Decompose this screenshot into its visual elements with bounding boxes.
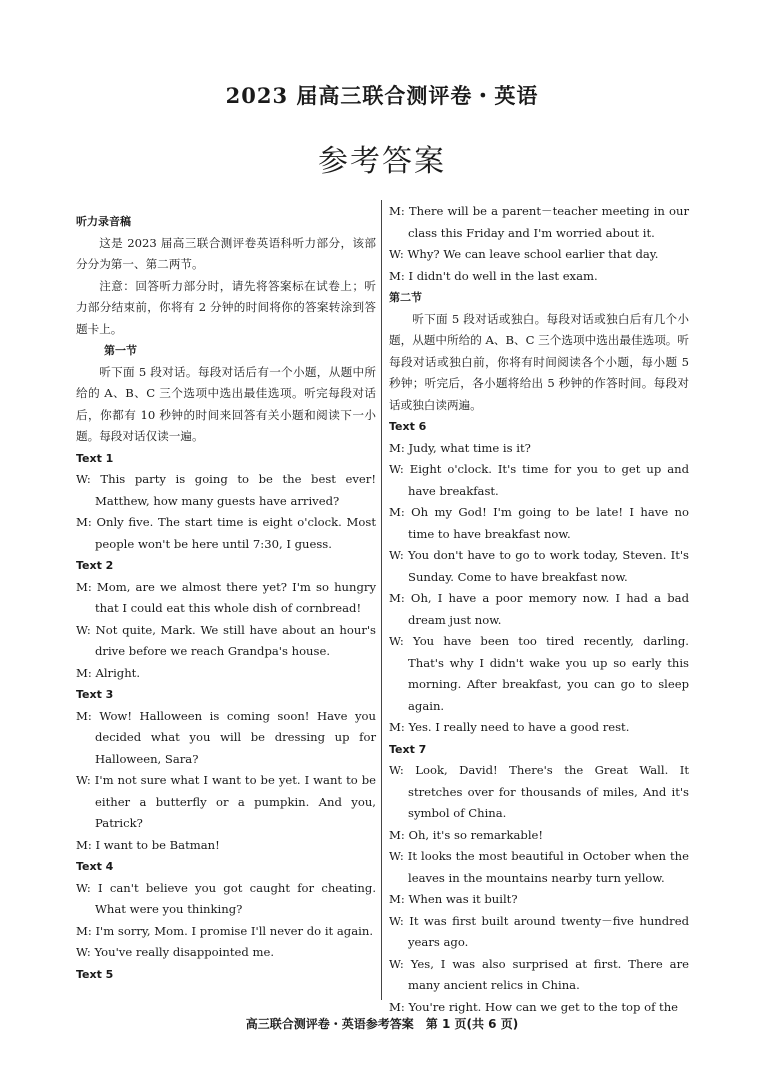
page-subtitle: 参考答案: [318, 144, 446, 179]
dialogue-line: M: There will be a parent－teacher meeting in our class this Friday and I'm worried about it.: [389, 204, 689, 240]
intro-paragraph-2: 注意：回答听力部分时，请先将答案标在试卷上；听力部分结束前，你将有 2 分钟的时间将你的答案转涂到答题卡上。: [76, 278, 376, 336]
text-label: Text 3: [76, 688, 114, 701]
dialogue-line: W: Yes, I was also surprised at first. There are many ancient relics in China.: [389, 956, 689, 992]
dialogue-line: W: Why? We can leave school earlier that day.: [389, 247, 659, 261]
dialogue-line: M: You're right. How can we get to the top of the: [389, 999, 679, 1014]
dialogue-line: W: It was first built around twenty－five hundred years ago.: [389, 913, 689, 949]
part1-instructions: 听下面 5 段对话。每段对话后有一个小题，从题中所给的 A、B、C 三个选项中选出最佳选项。听完每段对话后，你都有 10 秒钟的时间来回答有关小题和阅读下一小题。每段对话仅读一遍。: [76, 364, 376, 443]
text-label: Text 5: [76, 967, 114, 981]
right-column: [389, 201, 689, 1018]
dialogue-line: M: Mom, are we almost there yet? I'm so hungry that I could eat this whole dish of cornbread!: [76, 579, 376, 615]
text-label: Text 2: [76, 559, 114, 572]
part2-instructions: 听下面 5 段对话或独白。每段对话或独白后有几个小题，从题中所给的 A、B、C 三个选项中选出最佳选项。听每段对话或独白前，你将有时间阅读各个小题，每小题 5 秒钟；听完后，各小题将给出 5 秒钟的作答时间。每段对话或独白读两遍。: [389, 311, 689, 412]
page-footer: 高三联合测评卷・英语参考答案 第 1 页(共 6 页): [245, 1017, 519, 1031]
text-label: Text 7: [389, 742, 427, 756]
text-label: Text 6: [389, 420, 427, 433]
dialogue-line: W: Eight o'clock. It's time for you to get up and have breakfast.: [389, 462, 689, 498]
dialogue-line: M: I'm sorry, Mom. I promise I'll never do it again.: [76, 923, 374, 938]
dialogue-line: M: Judy, what time is it?: [389, 440, 531, 455]
dialogue-line: M: Oh my God! I'm going to be late! I have no time to have breakfast now.: [389, 505, 689, 541]
dialogue-line: W: This party is going to be the best ever! Matthew, how many guests have arrived?: [76, 472, 376, 508]
page-title: 2023 届高三联合测评卷・英语: [225, 83, 539, 108]
dialogue-line: M: Alright.: [76, 665, 141, 680]
section-heading: 听力录音稿: [76, 215, 131, 228]
dialogue-line: M: Only five. The start time is eight o'clock. Most people won't be here until 7:30, I guess.: [76, 515, 376, 551]
dialogue-line: W: I'm not sure what I want to be yet. I want to be either a butterfly or a pumpkin. And you, Patrick?: [76, 773, 376, 830]
text-label: Text 4: [76, 860, 114, 873]
dialogue-line: W: Not quite, Mark. We still have about an hour's drive before we reach Grandpa's house.: [76, 622, 376, 658]
dialogue-line: M: Yes. I really need to have a good rest.: [389, 720, 630, 734]
column-divider: [381, 200, 382, 1000]
text-label: Text 1: [76, 451, 114, 465]
dialogue-line: W: You've really disappointed me.: [76, 945, 274, 959]
dialogue-line: M: Oh, it's so remarkable!: [389, 827, 544, 842]
part1-heading: 第一节: [104, 344, 137, 357]
dialogue-line: M: I want to be Batman!: [76, 837, 220, 852]
dialogue-line: W: You don't have to go to work today, Steven. It's Sunday. Come to have breakfast now.: [389, 548, 689, 584]
left-column: [76, 201, 376, 985]
dialogue-line: M: Oh, I have a poor memory now. I had a bad dream just now.: [389, 591, 689, 627]
dialogue-line: M: Wow! Halloween is coming soon! Have you decided what you will be dressing up for Halloween, Sara?: [76, 708, 376, 766]
intro-paragraph-1: 这是 2023 届高三联合测评卷英语科听力部分，该部分分为第一、第二两节。: [76, 235, 376, 271]
dialogue-line: M: I didn't do well in the last exam.: [389, 268, 598, 283]
dialogue-line: W: It looks the most beautiful in October when the leaves in the mountains nearby turn yellow.: [389, 849, 689, 885]
dialogue-line: W: Look, David! There's the Great Wall. It stretches over for thousands of miles, And it's symbol of China.: [389, 763, 689, 820]
dialogue-line: W: I can't believe you got caught for cheating. What were you thinking?: [76, 880, 376, 916]
part2-heading: 第二节: [389, 291, 422, 304]
dialogue-line: W: You have been too tired recently, darling. That's why I didn't wake you up so early this morning. After breakfast, you can go to sleep again.: [389, 634, 689, 713]
dialogue-line: M: When was it built?: [389, 892, 518, 906]
